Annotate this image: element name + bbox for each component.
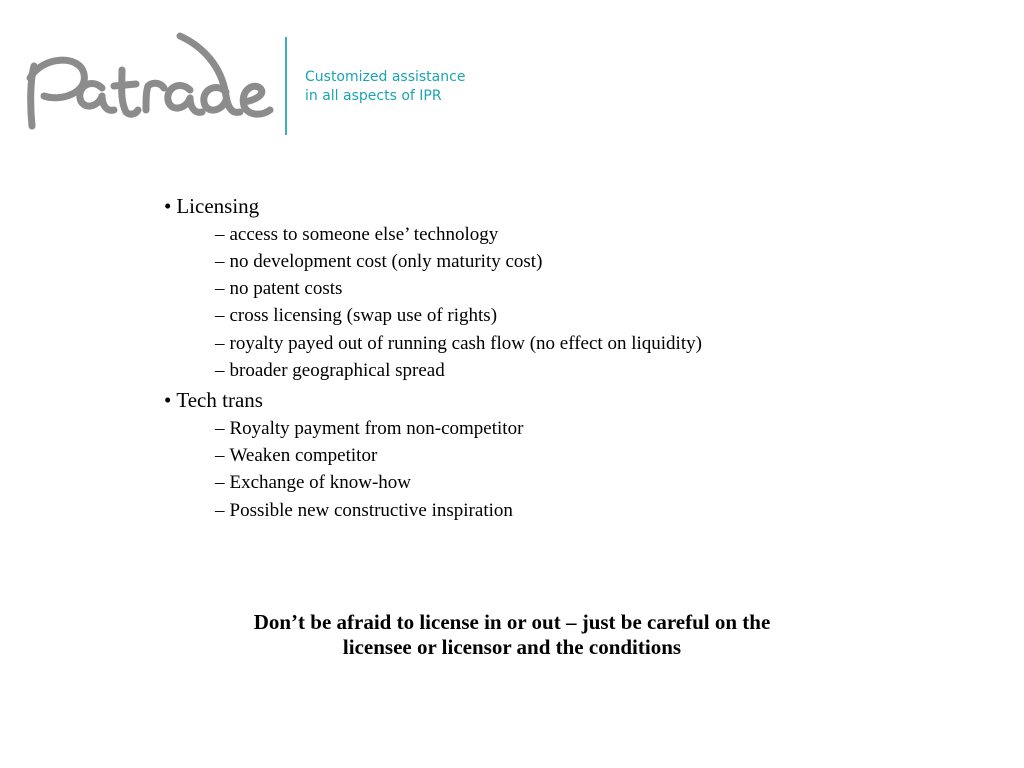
list-item-text: cross licensing (swap use of rights): [229, 305, 498, 326]
tagline-line-2: in all aspects of IPR: [305, 88, 442, 104]
dash-marker: –: [215, 278, 225, 299]
dash-marker: –: [215, 418, 225, 439]
list-item: [215, 445, 377, 467]
list-item-text: royalty payed out of running cash flow (no effect on liquidity): [229, 333, 702, 354]
list-item: [215, 418, 523, 440]
list-item-text: Possible new constructive inspiration: [229, 500, 513, 521]
tagline-line-1: Customized assistance: [305, 69, 466, 85]
dash-marker: –: [215, 333, 225, 354]
dash-marker: –: [215, 360, 225, 381]
list-item: [215, 251, 542, 273]
list-item: [215, 333, 702, 355]
bullet-title: Licensing: [176, 194, 260, 218]
list-item-text: Royalty payment from non-competitor: [229, 418, 524, 439]
list-item-text: access to someone else’ technology: [229, 224, 499, 245]
list-item: [215, 305, 497, 327]
list-item: [215, 224, 498, 246]
dash-marker: –: [215, 251, 225, 272]
bullet-marker: •: [164, 388, 172, 412]
bullet-marker: •: [164, 194, 172, 218]
dash-marker: –: [215, 472, 225, 493]
list-item-text: Exchange of know-how: [229, 472, 412, 493]
dash-marker: –: [215, 445, 225, 466]
list-item: [215, 500, 513, 522]
bullet-licensing: [164, 194, 259, 218]
list-item: [215, 278, 342, 300]
list-item-text: no development cost (only maturity cost): [229, 251, 543, 272]
list-item: [215, 360, 445, 382]
list-item-text: no patent costs: [229, 278, 343, 299]
conclusion-text: [150, 610, 874, 660]
list-item-text: Weaken competitor: [229, 445, 378, 466]
dash-marker: –: [215, 224, 225, 245]
dash-marker: –: [215, 305, 225, 326]
list-item: [215, 472, 411, 494]
bullet-tech-trans: [164, 388, 263, 412]
conclusion-line-1: Don’t be afraid to license in or out – just be careful on the: [253, 610, 771, 634]
bullet-title: Tech trans: [176, 388, 263, 412]
list-item-text: broader geographical spread: [229, 360, 445, 381]
dash-marker: –: [215, 500, 225, 521]
conclusion-line-2: licensee or licensor and the conditions: [342, 635, 682, 659]
